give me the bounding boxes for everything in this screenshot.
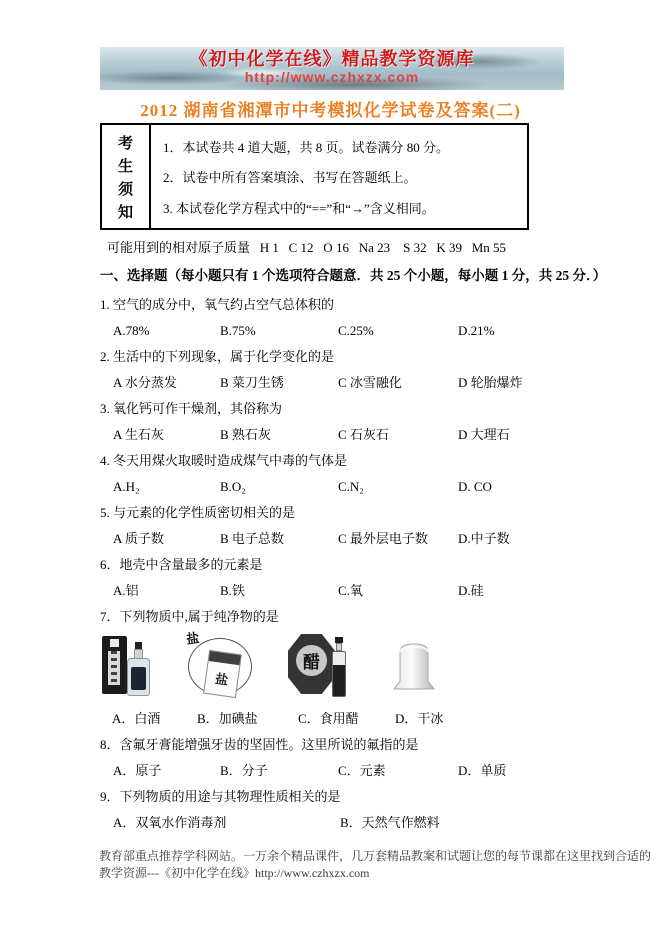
option-c: C.N₂ [338, 479, 364, 494]
question-stem: 4. 冬天用煤火取暖时造成煤气中毒的气体是 [100, 453, 348, 468]
option-c: C.25% [338, 323, 374, 338]
question-stem: 2. 生活中的下列现象，属于化学变化的是 [100, 349, 335, 364]
question-stem: 3. 氧化钙可作干燥剂，其俗称为 [100, 401, 283, 416]
option-a: A.H₂ [113, 479, 140, 494]
bottle-label [131, 667, 146, 690]
option-c: C 冰雪融化 [338, 375, 402, 390]
option-b: B．分子 [220, 763, 268, 778]
salt-stamp-character: 盐 [185, 630, 201, 647]
bottle-neck [336, 643, 342, 651]
option-a: A 生石灰 [113, 427, 164, 442]
footer-line-2: 教学资源---《初中化学在线》http://www.czhxzx.com [99, 866, 370, 880]
option-d: D.硅 [458, 583, 484, 598]
baijiu-bottle [127, 642, 150, 696]
option-b: B.铁 [220, 583, 245, 598]
notice-label-column [102, 125, 151, 228]
option-b: B．加碘盐 [197, 711, 258, 726]
baijiu-product-photo [102, 634, 150, 696]
vinegar-character: 醋 [303, 653, 320, 672]
question-9 [100, 784, 561, 836]
question-3 [100, 396, 561, 448]
vinegar-box-medallion [296, 645, 327, 676]
footer-line-1: 教育部重点推荐学科网站。一万余个精品课件，几万套精品教案和试题让您的每节课都在这里找到合适的 [99, 849, 652, 863]
atomic-mass-line: 可能用到的相对原子质量 H 1 C 12 O 16 Na 23 S 32 K 39 Mn 55 [107, 240, 507, 255]
question-options [100, 810, 561, 836]
option-a: A．原子 [113, 763, 162, 778]
salt-bag [203, 650, 242, 698]
option-b: B.75% [220, 323, 256, 338]
question-options [100, 422, 561, 448]
option-b: B 菜刀生锈 [220, 375, 284, 390]
option-a: A 质子数 [113, 531, 164, 546]
notice-label-char: 生 [117, 159, 133, 175]
baijiu-box [102, 636, 127, 694]
notice-label-char: 须 [117, 182, 133, 198]
option-b: B．天然气作燃料 [340, 815, 440, 830]
question-options [100, 526, 561, 552]
option-d: D．干冰 [395, 711, 444, 726]
vinegar-product-photo [288, 630, 346, 702]
question-8 [100, 732, 561, 784]
section-header: 一、选择题（每小题只有 1 个选项符合题意．共 25 个小题，每小题 1 分，共 25 分．） [100, 268, 607, 283]
option-a: A．双氧水作消毒剂 [113, 815, 227, 830]
page-footer [99, 848, 652, 882]
examinee-notice-box [100, 123, 529, 230]
notice-label-char: 考 [117, 136, 133, 152]
question-list [100, 292, 561, 836]
bottle-cap [135, 642, 142, 649]
question-1 [100, 292, 561, 344]
question-7 [100, 604, 561, 732]
question-7-product-images [100, 630, 561, 706]
question-options [100, 474, 561, 500]
question-2 [100, 344, 561, 396]
question-options [100, 318, 561, 344]
banner-site-url: http://www.czhxzx.com [244, 69, 420, 85]
question-options [100, 706, 561, 732]
option-d: D.21% [458, 323, 495, 338]
notice-item: 3. 本试卷化学方程式中的“==”和“→”含义相同。 [163, 200, 435, 216]
vinegar-bottle [332, 637, 346, 699]
dry-ice-photo [388, 640, 440, 694]
question-options [100, 370, 561, 396]
option-c: C 石灰石 [338, 427, 389, 442]
question-stem: 9．下列物质的用途与其物理性质相关的是 [100, 789, 341, 804]
option-d: D.中子数 [458, 531, 510, 546]
site-banner [100, 47, 564, 90]
bottle-body [127, 658, 150, 696]
question-stem: 1. 空气的成分中，氧气约占空气总体积的 [100, 297, 335, 312]
salt-bag-top-flap [209, 651, 241, 665]
question-options [100, 578, 561, 604]
option-c: C．元素 [338, 763, 386, 778]
option-a: A 水分蒸发 [113, 375, 177, 390]
option-b: B 电子总数 [220, 531, 284, 546]
option-c: C 最外层电子数 [338, 531, 428, 546]
option-d: D 轮胎爆炸 [458, 375, 523, 390]
option-d: D. CO [458, 479, 492, 494]
option-b: B 熟石灰 [220, 427, 271, 442]
option-c: C.氧 [338, 583, 363, 598]
question-stem: 6．地壳中含量最多的元素是 [100, 557, 263, 572]
question-stem: 5. 与元素的化学性质密切相关的是 [100, 505, 296, 520]
notice-item: 2．试卷中所有答案填涂、书写在答题纸上。 [163, 170, 417, 185]
salt-character: 盐 [214, 671, 230, 688]
option-c: C．食用醋 [298, 711, 359, 726]
baijiu-box-label-strip [108, 651, 120, 685]
option-b: B.O₂ [220, 479, 246, 494]
iodized-salt-product-photo [186, 630, 254, 698]
notice-item: 1．本试卷共 4 道大题，共 8 页。试卷满分 80 分。 [163, 139, 450, 155]
question-stem: 7．下列物质中,属于纯净物的是 [100, 609, 279, 624]
notice-label-char: 知 [117, 205, 133, 221]
question-4 [100, 448, 561, 500]
notice-items [151, 125, 527, 228]
question-5 [100, 500, 561, 552]
baijiu-box-seal [110, 639, 119, 647]
page-title: 2012 湖南省湘潭市中考模拟化学试卷及答案(二) [140, 101, 521, 120]
option-a: A．白酒 [112, 711, 161, 726]
option-d: D 大理石 [458, 427, 510, 442]
option-d: D．单质 [458, 763, 507, 778]
bottle-body [332, 651, 346, 697]
question-6 [100, 552, 561, 604]
dry-ice-block-shape [388, 640, 440, 694]
salt-ellipse-frame [188, 638, 252, 695]
question-stem: 8．含氟牙膏能增强牙齿的坚固性。这里所说的氟指的是 [100, 737, 419, 752]
banner-site-name: 《初中化学在线》精品教学资源库 [189, 49, 475, 69]
question-options [100, 758, 561, 784]
option-a: A.铝 [113, 583, 139, 598]
option-a: A.78% [113, 323, 150, 338]
